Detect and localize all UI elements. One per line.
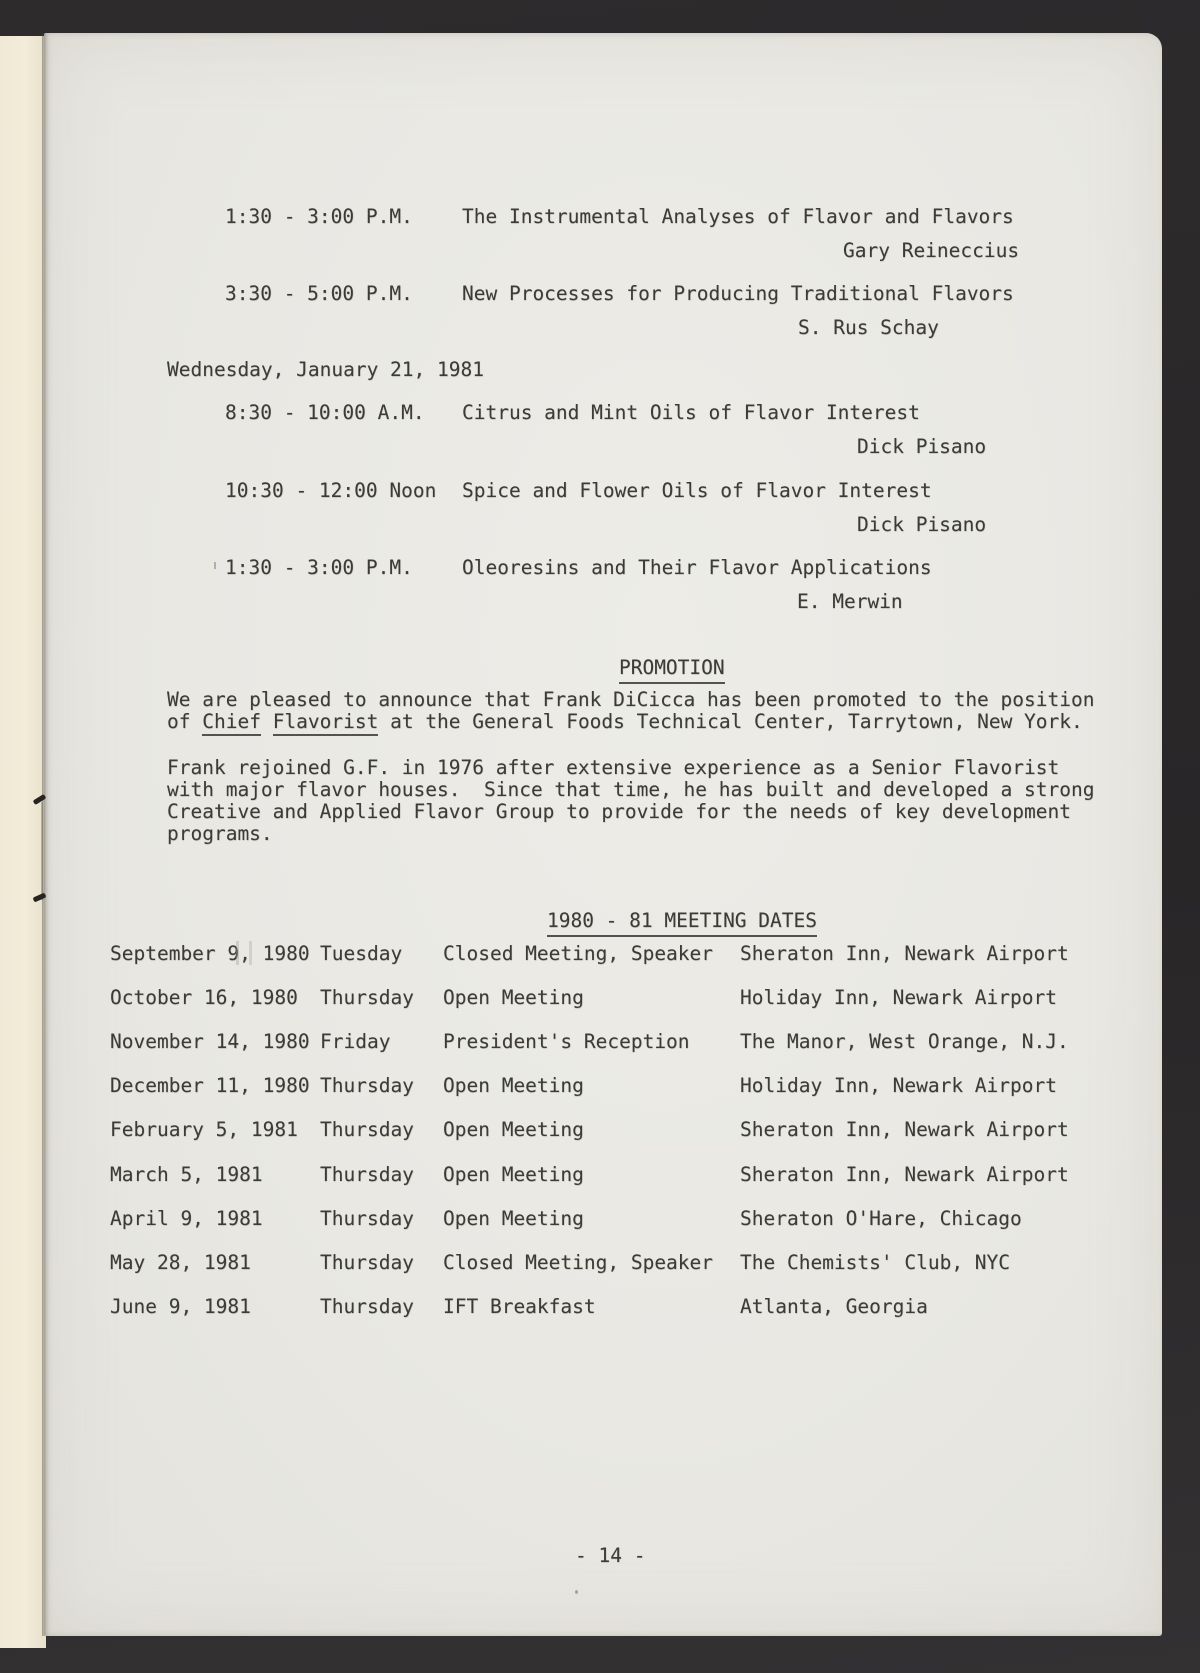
meeting-cell: June 9, 1981 [110, 1295, 251, 1318]
underlined-text: Chief [202, 710, 261, 736]
session-time: 10:30 - 12:00 Noon [225, 479, 437, 502]
meeting-cell: Atlanta, Georgia [740, 1295, 928, 1318]
meeting-cell: The Manor, West Orange, N.J. [740, 1030, 1069, 1053]
meeting-cell: Closed Meeting, Speaker [443, 942, 714, 965]
meeting-cell: Closed Meeting, Speaker [443, 1251, 714, 1274]
session-time: 8:30 - 10:00 A.M. [225, 401, 425, 424]
text-segment: Creative and Applied Flavor Group to provide for the needs of key development [167, 800, 1071, 823]
meeting-cell: Thursday [320, 1074, 414, 1097]
meeting-cell: Thursday [320, 1295, 414, 1318]
meeting-cell: November 14, 1980 [110, 1030, 310, 1053]
text-segment: programs. [167, 822, 273, 845]
meeting-cell: Holiday Inn, Newark Airport [740, 986, 1057, 1009]
session-title: New Processes for Producing Traditional Flavors [462, 282, 1014, 305]
meeting-cell: March 5, 1981 [110, 1163, 263, 1186]
session-speaker: S. Rus Schay [798, 316, 939, 339]
meeting-cell: February 5, 1981 [110, 1118, 298, 1141]
meeting-cell: December 11, 1980 [110, 1074, 310, 1097]
meeting-cell: Open Meeting [443, 1207, 584, 1230]
session-title: Oleoresins and Their Flavor Applications [462, 556, 932, 579]
scan-smudge [236, 941, 239, 965]
session-time: 1:30 - 3:00 P.M. [225, 205, 413, 228]
meeting-cell: IFT Breakfast [443, 1295, 596, 1318]
meeting-cell: Thursday [320, 1118, 414, 1141]
session-speaker: E. Merwin [797, 590, 903, 613]
scan-artifact [214, 562, 216, 569]
paragraph-line [167, 800, 1071, 824]
meeting-cell: President's Reception [443, 1030, 690, 1053]
meeting-cell: October 16, 1980 [110, 986, 298, 1009]
meeting-dates-heading-text: 1980 - 81 MEETING DATES [547, 909, 817, 937]
promotion-heading-text: PROMOTION [619, 656, 725, 684]
underlined-text: Flavorist [273, 710, 379, 736]
session-time: 1:30 - 3:00 P.M. [225, 556, 413, 579]
day-header: Wednesday, January 21, 1981 [167, 358, 484, 381]
session-speaker: Gary Reineccius [843, 239, 1020, 262]
meeting-cell: September 9, 1980 [110, 942, 310, 965]
session-speaker: Dick Pisano [857, 513, 987, 536]
session-time: 3:30 - 5:00 P.M. [225, 282, 413, 305]
scan-artifact [575, 1590, 578, 1594]
meeting-cell: Thursday [320, 1207, 414, 1230]
meeting-cell: Sheraton Inn, Newark Airport [740, 942, 1069, 965]
paragraph-line [167, 822, 273, 846]
meeting-cell: Open Meeting [443, 1118, 584, 1141]
meeting-cell: Tuesday [320, 942, 403, 965]
meeting-cell: Sheraton Inn, Newark Airport [740, 1163, 1069, 1186]
paragraph-line [167, 710, 1083, 734]
meeting-cell: Thursday [320, 1251, 414, 1274]
session-title: The Instrumental Analyses of Flavor and Flavors [462, 205, 1014, 228]
text-segment: Frank rejoined G.F. in 1976 after extensive experience as a Senior Flavorist [167, 756, 1060, 779]
meeting-cell: Thursday [320, 986, 414, 1009]
meeting-cell: Open Meeting [443, 1163, 584, 1186]
meeting-cell: The Chemists' Club, NYC [740, 1251, 1011, 1274]
session-title: Spice and Flower Oils of Flavor Interest [462, 479, 932, 502]
meeting-cell: Open Meeting [443, 1074, 584, 1097]
text-segment: with major flavor houses. Since that time, he has built and developed a strong [167, 778, 1095, 801]
text-segment: of [167, 710, 203, 733]
session-speaker: Dick Pisano [857, 435, 987, 458]
meeting-cell: Open Meeting [443, 986, 584, 1009]
meeting-cell: Thursday [320, 1163, 414, 1186]
page-number: - 14 - [575, 1544, 646, 1567]
meeting-cell: Sheraton Inn, Newark Airport [740, 1118, 1069, 1141]
paragraph-line [167, 778, 1094, 802]
scan-smudge [249, 941, 252, 965]
meeting-cell: Sheraton O'Hare, Chicago [740, 1207, 1022, 1230]
meeting-cell: Holiday Inn, Newark Airport [740, 1074, 1057, 1097]
session-title: Citrus and Mint Oils of Flavor Interest [462, 401, 920, 424]
paragraph-line [167, 688, 1094, 712]
meeting-cell: April 9, 1981 [110, 1207, 263, 1230]
meeting-cell: Friday [320, 1030, 391, 1053]
text-segment: at the General Foods Technical Center, Tarrytown, New York. [378, 710, 1083, 733]
text-segment [261, 710, 273, 733]
paragraph-line [167, 756, 1059, 780]
text-segment: We are pleased to announce that Frank DiCicca has been promoted to the position [167, 688, 1095, 711]
meeting-cell: May 28, 1981 [110, 1251, 251, 1274]
